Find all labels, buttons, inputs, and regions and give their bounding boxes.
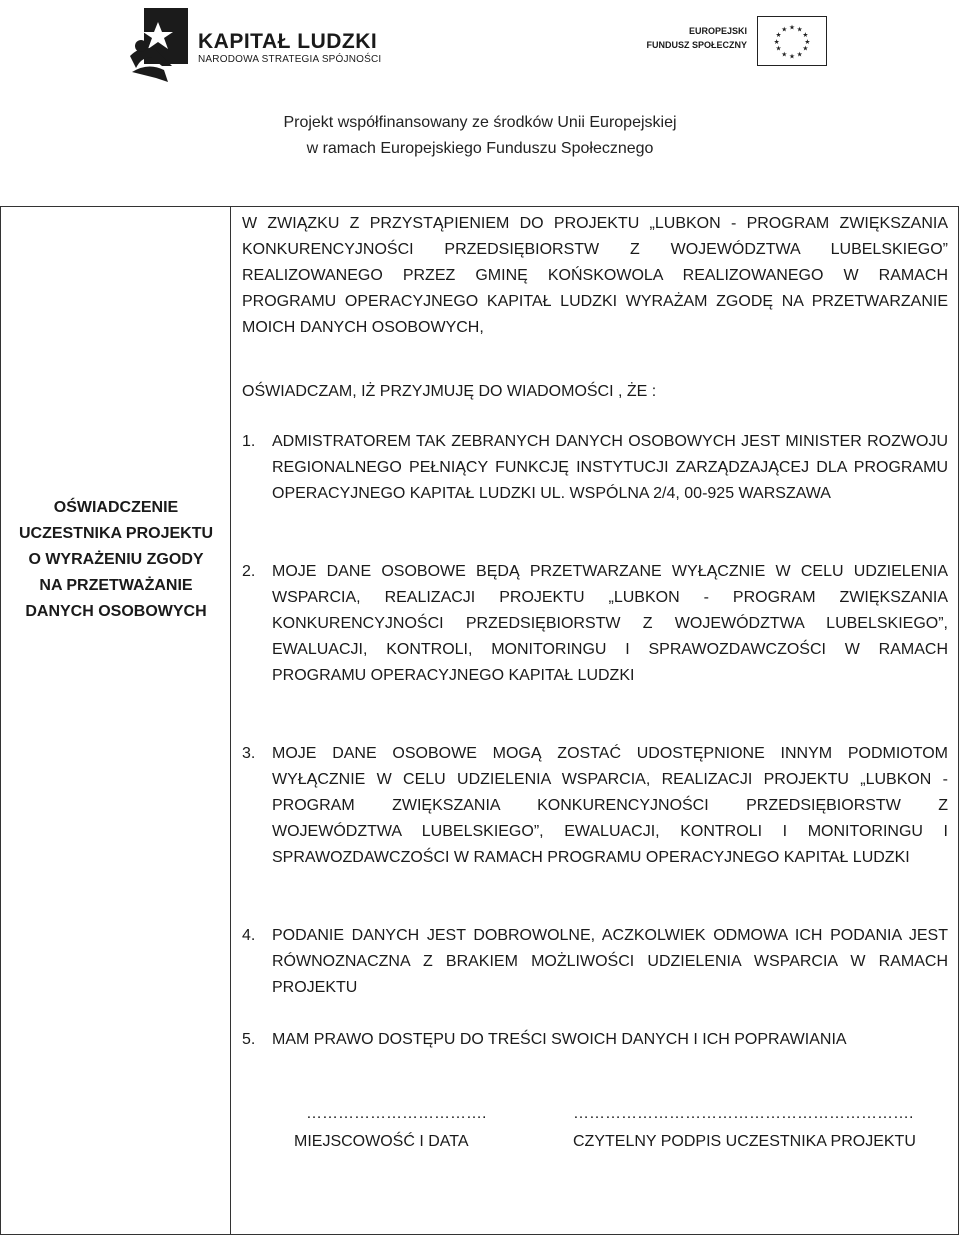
declaration-title-line: NA PRZETWAŻANIE [39, 577, 193, 594]
svg-text:★: ★ [781, 50, 788, 59]
svg-text:★: ★ [788, 52, 796, 61]
svg-text:★: ★ [796, 50, 803, 59]
kapital-ludzki-emblem-icon [128, 6, 192, 86]
list-item-text: MAM PRAWO DOSTĘPU DO TREŚCI SWOICH DANYCH I ICH POPRAWIANIA [272, 1031, 847, 1048]
declaration-intro: OŚWIADCZAM, IŻ PRZYJMUJĘ DO WIADOMOŚCI , ŻE : [242, 383, 657, 400]
declaration-table [0, 206, 959, 1235]
consent-paragraph: W ZWIĄZKU Z PRZYSTĄPIENIEM DO PROJEKTU „LUBKON - PROGRAM ZWIĘKSZANIA KONKURENCYJNOŚCI PRZEDSIĘBIORSTW Z WOJEWÓDZTWA LUBELSKIEGO” REALIZOWANEGO PRZEZ GMINĘ KOŃSKOWOLA REALIZOWANEGO W RAMACH PROGRAMU OPERACYJNEGO KAPITAŁ LUDZKI WYRAŻAM ZGODĘ NA PRZETWARZANIE MOICH DANYCH OSOBOWYCH, [242, 215, 948, 336]
svg-text:★: ★ [781, 25, 788, 34]
svg-text:★: ★ [802, 44, 809, 53]
declaration-title-line: DANYCH OSOBOWYCH [25, 603, 207, 620]
declaration-title [1, 495, 231, 625]
eu-logo-line2: FUNDUSZ SPOŁECZNY [646, 40, 747, 50]
svg-text:★: ★ [804, 37, 811, 46]
svg-text:★: ★ [773, 37, 780, 46]
kapital-ludzki-logo [128, 6, 382, 86]
place-date-line: ……………………………. [306, 1105, 487, 1122]
svg-text:★: ★ [775, 44, 782, 53]
svg-text:★: ★ [775, 31, 782, 40]
signature-line: ………………………………………………………. [573, 1105, 914, 1122]
left-title-cell [1, 207, 231, 1234]
list-item-number: 4. [242, 927, 256, 944]
list-item [242, 559, 948, 689]
eu-flag-icon [757, 16, 827, 66]
list-item-number: 2. [242, 563, 256, 580]
list-item [242, 429, 948, 507]
place-date-label: MIEJSCOWOŚĆ I DATA [294, 1133, 469, 1150]
eu-social-fund-logo [646, 14, 827, 72]
list-item-number: 5. [242, 1031, 256, 1048]
eu-logo-line1: EUROPEJSKI [688, 26, 747, 36]
list-item [242, 1027, 948, 1053]
list-item-text: ADMISTRATOREM TAK ZEBRANYCH DANYCH OSOBOWYCH JEST MINISTER ROZWOJU REGIONALNEGO PEŁNIĄCY FUNKCJĘ INSTYTUCJI ZARZĄDZAJĄCEJ DLA PROGRAMU OPERACYJNEGO KAPITAŁ LUDZKI UL. WSPÓLNA 2/4, 00-925 WARSZAWA [272, 433, 948, 502]
list-item [242, 923, 948, 1001]
kapital-ludzki-logo-subtitle: NARODOWA STRATEGIA SPÓJNOŚCI [198, 54, 382, 65]
svg-text:★: ★ [796, 25, 803, 34]
list-item-number: 3. [242, 745, 256, 762]
list-item-text: MOJE DANE OSOBOWE BĘDĄ PRZETWARZANE WYŁĄCZNIE W CELU UDZIELENIA WSPARCIA, REALIZACJI PROJEKTU „LUBKON - PROGRAM ZWIĘKSZANIA KONKURENCYJNOŚCI PRZEDSIĘBIORSTW Z WOJEWÓDZTWA LUBELSKIEGO”, EWALUACJI, KONTROLI, MONITORINGU I SPRAWOZDAWCZOŚCI W RAMACH PROGRAMU OPERACYJNEGO KAPITAŁ LUDZKI [272, 563, 948, 684]
list-item-number: 1. [242, 433, 256, 450]
cofinancing-line2: w ramach Europejskiego Funduszu Społecznego [306, 140, 654, 157]
list-item [242, 741, 948, 871]
list-item-text: MOJE DANE OSOBOWE MOGĄ ZOSTAĆ UDOSTĘPNIONE INNYM PODMIOTOM WYŁĄCZNIE W CELU UDZIELENIA WSPARCIA, REALIZACJI PROJEKTU „LUBKON - PROGRAM ZWIĘKSZANIA KONKURENCYJNOŚCI PRZEDSIĘBIORSTW Z WOJEWÓDZTWA LUBELSKIEGO”, EWALUACJI, KONTROLI I MONITORINGU I SPRAWOZDAWCZOŚCI W RAMACH PROGRAMU OPERACYJNEGO KAPITAŁ LUDZKI [272, 745, 948, 866]
signature-label: CZYTELNY PODPIS UCZESTNIKA PROJEKTU [573, 1133, 916, 1150]
page-header [0, 0, 960, 200]
declaration-title-line: O WYRAŻENIU ZGODY [28, 551, 204, 568]
declaration-title-line: UCZESTNIKA PROJEKTU [18, 525, 214, 542]
svg-text:★: ★ [802, 31, 809, 40]
kapital-ludzki-logo-name: KAPITAŁ LUDZKI [198, 30, 378, 53]
declaration-title-line: OŚWIADCZENIE [53, 499, 179, 516]
cofinancing-line1: Projekt współfinansowany ze środków Unii Europejskiej [283, 114, 677, 131]
list-item-text: PODANIE DANYCH JEST DOBROWOLNE, ACZKOLWIEK ODMOWA ICH PODANIA JEST RÓWNOZNACZNA Z BRAKIEM MOŻLIWOŚCI UDZIELENIA WSPARCIA W RAMACH PROJEKTU [272, 927, 948, 996]
svg-text:★: ★ [788, 23, 796, 32]
